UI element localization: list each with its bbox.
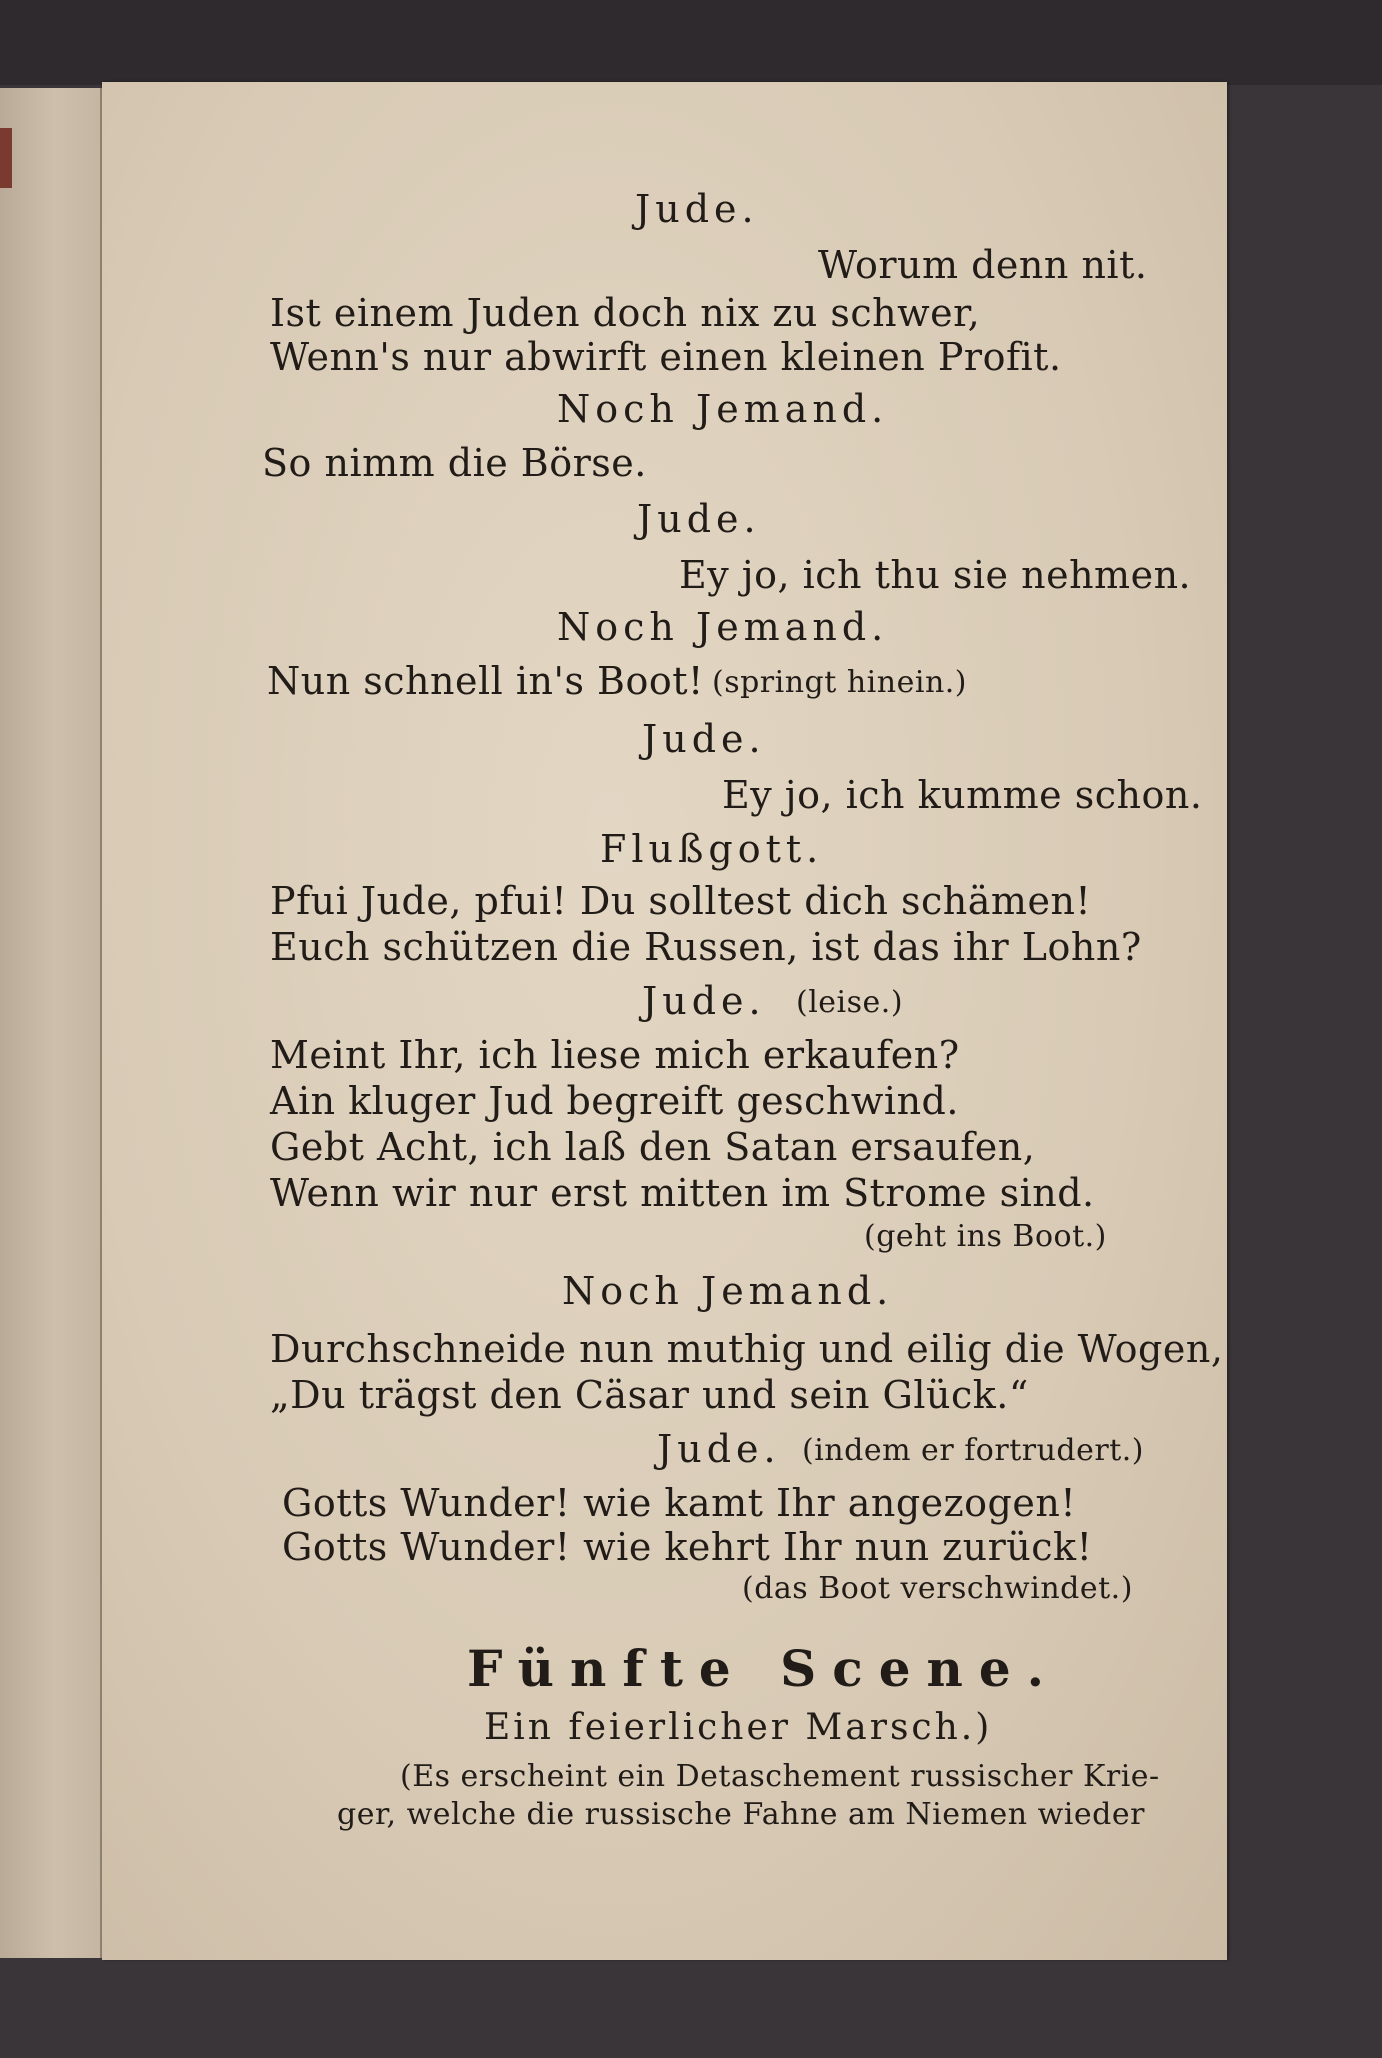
verse-line: Meint Ihr, ich liese mich erkaufen? [270,1033,960,1077]
verse-line: Wenn wir nur erst mitten im Strome sind. [270,1171,1095,1215]
scene-heading: Fünfte Scene. [467,1639,1061,1698]
verse-line: Worum denn nit. [818,243,1148,287]
verse-line: So nimm die Börse. [262,441,647,485]
verse-line: Pfui Jude, pfui! Du solltest dich schämen! [270,879,1092,923]
stage-direction: ger, welche die russische Fahne am Niemen wieder [337,1797,1145,1832]
verse-line: Wenn's nur abwirft einen kleinen Profit. [270,335,1062,379]
scan-background [0,0,1382,85]
verse-line: Ist einem Juden doch nix zu schwer, [270,291,981,335]
speaker-name: Noch Jemand. [562,1269,894,1313]
speaker-name: Jude. [637,497,761,541]
speaker-name: Jude. [657,1427,781,1471]
scene-subheading: Ein feierlicher Marsch.) [484,1707,993,1748]
verse-line: „Du trägst den Cäsar und sein Glück.“ [270,1373,1029,1417]
book-page [102,82,1227,1960]
verse-line: Ey jo, ich kumme schon. [722,773,1203,817]
verse-line: Durchschneide nun muthig und eilig die Wogen, [270,1327,1224,1371]
verse-line: Ey jo, ich thu sie nehmen. [679,553,1192,597]
speaker-name: Flußgott. [600,827,824,871]
speaker-name: Jude. [635,187,759,231]
verse-line: Nun schnell in's Boot! [267,659,704,703]
stage-direction: (Es erscheint ein Detaschement russischer Krie- [400,1759,1160,1794]
verse-line: Ain kluger Jud begreift geschwind. [270,1079,959,1123]
stage-direction: (indem er fortrudert.) [802,1433,1145,1468]
speaker-name: Noch Jemand. [557,387,889,431]
speaker-name: Jude. [642,979,766,1023]
verse-line: Gotts Wunder! wie kamt Ihr angezogen! [282,1481,1077,1525]
stage-direction: (geht ins Boot.) [864,1219,1107,1254]
speaker-name: Jude. [642,717,766,761]
binding-mark [0,128,12,188]
verse-line: Euch schützen die Russen, ist das ihr Lohn? [270,925,1142,969]
speaker-name: Noch Jemand. [557,605,889,649]
stage-direction: (das Boot verschwindet.) [742,1571,1133,1606]
facing-page-edge [0,88,102,1958]
stage-direction: (springt hinein.) [712,665,968,700]
stage-direction: (leise.) [796,985,904,1020]
verse-line: Gotts Wunder! wie kehrt Ihr nun zurück! [282,1525,1093,1569]
verse-line: Gebt Acht, ich laß den Satan ersaufen, [270,1125,1036,1169]
